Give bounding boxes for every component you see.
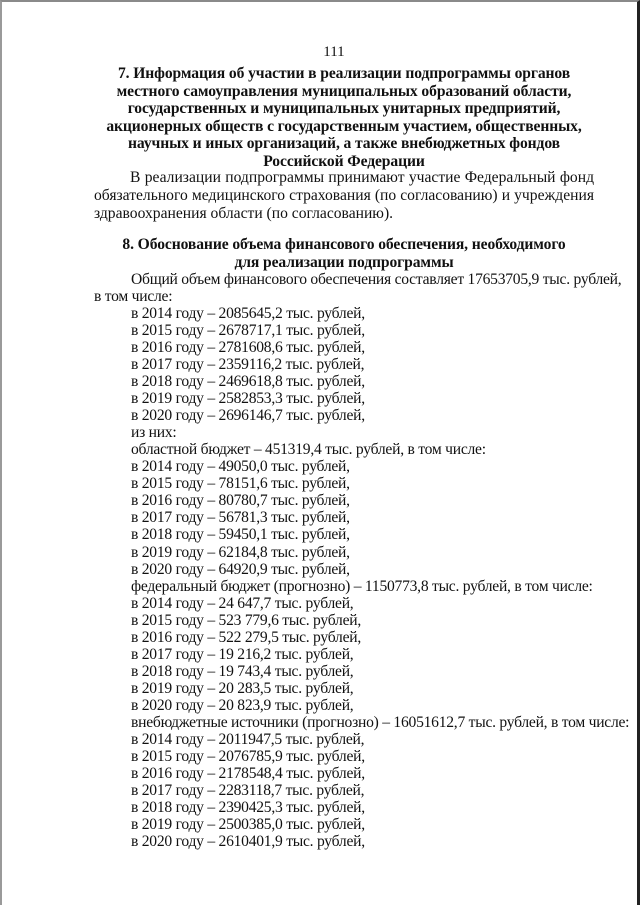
section-8-heading — [94, 236, 594, 271]
regional-year-line: в 2018 году – 59450,1 тыс. рублей, — [131, 526, 350, 544]
heading-line: Российской Федерации — [263, 152, 425, 170]
regional-year-line: в 2016 году – 80780,7 тыс. рублей, — [131, 492, 350, 510]
extrabudgetary-year-line: в 2019 году – 2500385,0 тыс. рублей, — [131, 816, 365, 833]
heading-line: местного самоуправления муниципальных образований области, — [116, 82, 572, 100]
page-number: 111 — [323, 44, 345, 60]
paragraph-line: В реализации подпрограммы принимают участие Федеральный фонд — [130, 169, 594, 186]
extrabudgetary-year-line: в 2015 году – 2076785,9 тыс. рублей, — [131, 747, 365, 765]
of-them-label: из них: — [131, 424, 177, 442]
total-year-line: в 2018 году – 2469618,8 тыс. рублей, — [131, 373, 365, 391]
regional-year-line: в 2020 году – 64920,9 тыс. рублей, — [131, 560, 350, 578]
regional-year-line: в 2015 году – 78151,6 тыс. рублей, — [131, 475, 350, 493]
extrabudgetary-year-line: в 2014 году – 2011947,5 тыс. рублей, — [131, 730, 365, 748]
total-year-line: в 2016 году – 2781608,6 тыс. рублей, — [131, 339, 365, 357]
federal-year-line: в 2018 году – 19 743,4 тыс. рублей, — [131, 662, 354, 680]
extrabudgetary-title: внебюджетные источники (прогнозно) – 16051612,7 тыс. рублей, в том числе: — [131, 713, 630, 731]
total-financing-line: Общий объем финансового обеспечения составляет 17653705,9 тыс. рублей, — [131, 271, 622, 288]
total-year-line: в 2020 году – 2696146,7 тыс. рублей, — [131, 407, 365, 425]
including-label: в том числе: — [94, 288, 173, 306]
regional-year-line: в 2014 году – 49050,0 тыс. рублей, — [131, 458, 350, 476]
federal-year-line: в 2016 году – 522 279,5 тыс. рублей, — [131, 628, 361, 646]
regional-year-line: в 2019 году – 62184,8 тыс. рублей, — [131, 543, 350, 561]
federal-year-line: в 2015 году – 523 779,6 тыс. рублей, — [131, 611, 361, 629]
paragraph-line: обязательного медицинского страхования (по согласованию) и учреждения — [94, 186, 594, 204]
regional-year-line: в 2017 году – 56781,3 тыс. рублей, — [131, 509, 350, 527]
heading-line: 8. Обоснование объема финансового обеспечения, необходимого — [122, 236, 566, 253]
section-7-heading — [94, 65, 594, 171]
financing-list — [94, 271, 630, 851]
heading-line: 7. Информация об участии в реализации подпрограммы органов — [117, 65, 571, 82]
heading-line: для реализации подпрограммы — [234, 253, 454, 271]
extrabudgetary-year-line: в 2020 году – 2610401,9 тыс. рублей, — [131, 833, 365, 851]
total-year-line: в 2015 году – 2678717,1 тыс. рублей, — [131, 322, 365, 340]
heading-line: научных и иных организаций, а также внебюджетных фондов — [128, 135, 560, 153]
heading-line: акционерных обществ с государственным участием, общественных, — [106, 117, 582, 135]
federal-budget-title: федеральный бюджет (прогнозно) – 1150773,8 тыс. рублей, в том числе: — [131, 577, 593, 595]
extrabudgetary-year-line: в 2018 году – 2390425,3 тыс. рублей, — [131, 798, 365, 816]
federal-year-line: в 2014 году – 24 647,7 тыс. рублей, — [131, 594, 354, 612]
extrabudgetary-year-line: в 2016 году – 2178548,4 тыс. рублей, — [131, 764, 365, 782]
federal-year-line: в 2020 году – 20 823,9 тыс. рублей, — [131, 696, 354, 714]
section-7-paragraph — [94, 169, 594, 222]
federal-year-line: в 2019 году – 20 283,5 тыс. рублей, — [131, 679, 354, 697]
total-year-line: в 2014 году – 2085645,2 тыс. рублей, — [131, 305, 365, 323]
extrabudgetary-year-line: в 2017 году – 2283118,7 тыс. рублей, — [131, 781, 365, 799]
heading-line: государственных и муниципальных унитарных предприятий, — [127, 100, 561, 118]
regional-budget-title: областной бюджет – 451319,4 тыс. рублей, в том числе: — [131, 441, 486, 459]
federal-year-line: в 2017 году – 19 216,2 тыс. рублей, — [131, 645, 354, 663]
paragraph-line: здравоохранения области (по согласованию). — [94, 204, 394, 222]
total-year-line: в 2019 году – 2582853,3 тыс. рублей, — [131, 390, 365, 408]
total-year-line: в 2017 году – 2359116,2 тыс. рублей, — [131, 356, 365, 374]
